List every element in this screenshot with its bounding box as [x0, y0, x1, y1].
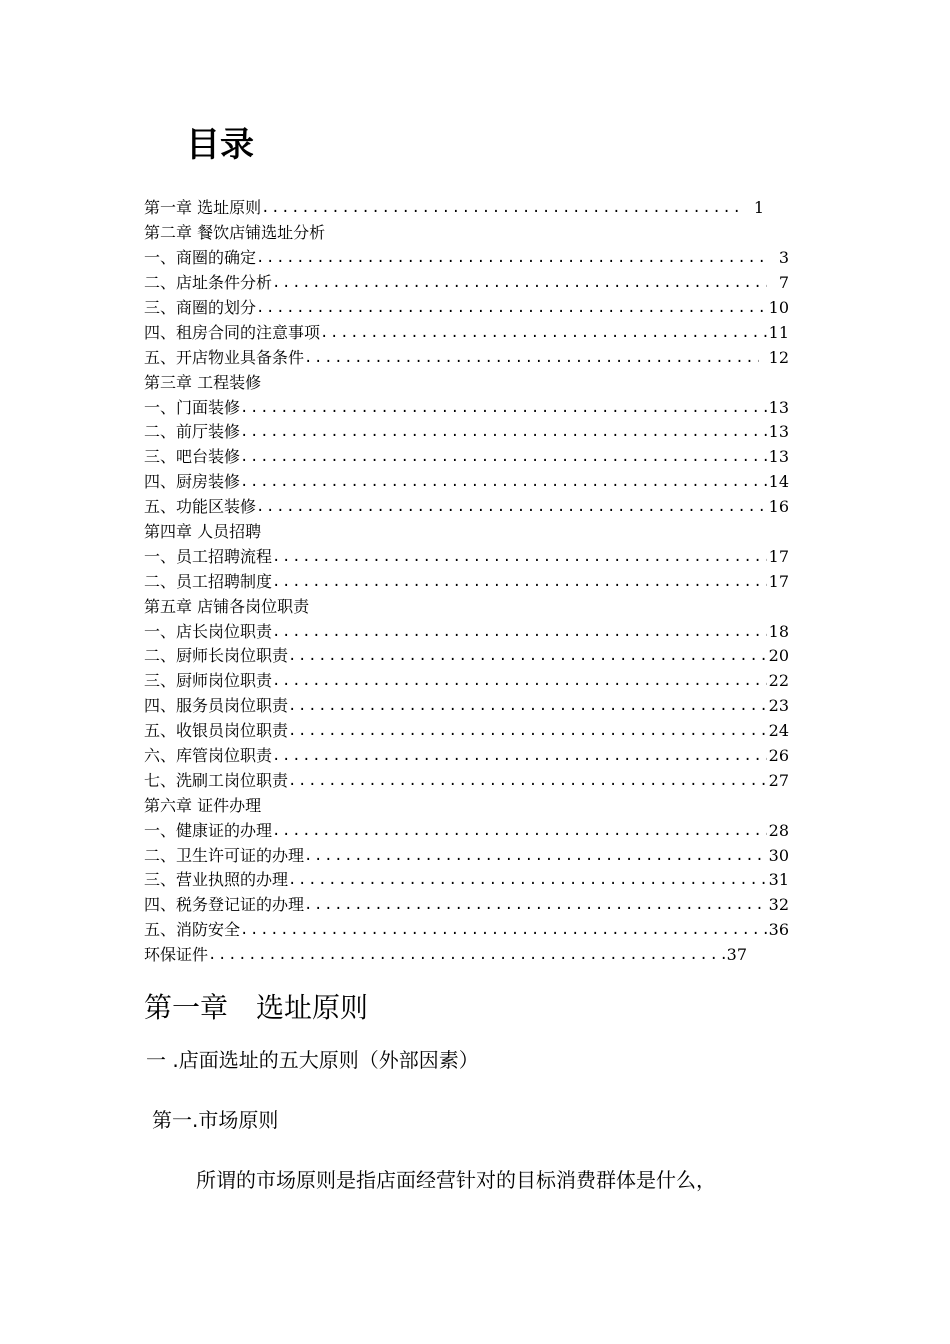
- toc-entry[interactable]: [144, 544, 789, 569]
- toc-entry-label: 二、员工招聘制度: [144, 571, 273, 591]
- toc-entry[interactable]: [144, 868, 789, 893]
- toc-entry[interactable]: [144, 943, 747, 968]
- toc-entry-label: 环保证件: [144, 945, 209, 965]
- toc-page-number: 31: [768, 870, 789, 890]
- toc-entry-label: 第六章 证件办理: [144, 795, 262, 815]
- toc-page-number: 11: [768, 322, 789, 342]
- toc-page-number: 18: [768, 621, 789, 641]
- toc-leader-dots: [208, 948, 725, 962]
- toc-entry-label: 二、前厅装修: [144, 422, 241, 442]
- toc-title: 目录: [186, 125, 254, 165]
- toc-entry[interactable]: [144, 719, 789, 744]
- toc-entry-label: 五、消防安全: [144, 920, 241, 940]
- chapter-number: 第一章: [144, 991, 229, 1024]
- toc-entry-label: 二、厨师长岗位职责: [144, 646, 289, 666]
- toc-page-number: 13: [768, 447, 789, 467]
- section-heading: 一 .店面选址的五大原则（外部因素）: [146, 1048, 479, 1072]
- toc-page-number: 1: [753, 198, 764, 218]
- toc-entry[interactable]: [144, 345, 789, 370]
- toc-leader-dots: [272, 625, 767, 639]
- toc-entry[interactable]: [144, 669, 789, 694]
- toc-entry-label: 三、商圈的划分: [144, 298, 257, 317]
- toc-entry[interactable]: [144, 395, 789, 420]
- toc-leader-dots: [272, 575, 767, 589]
- toc-entry[interactable]: [144, 918, 789, 943]
- toc-page-number: 14: [768, 472, 789, 492]
- toc-entry[interactable]: [144, 196, 764, 221]
- toc-leader-dots: [288, 699, 767, 713]
- toc-page-number: 12: [768, 347, 789, 367]
- toc-entry[interactable]: [144, 768, 789, 793]
- toc-entry[interactable]: [144, 271, 789, 296]
- toc-leader-dots: [256, 500, 767, 514]
- toc-entry[interactable]: [144, 619, 789, 644]
- toc-leader-dots: [272, 824, 767, 838]
- toc-entry-label: 二、卫生许可证的办理: [144, 845, 305, 865]
- toc-entry-label: 一、健康证的办理: [144, 820, 273, 840]
- toc-leader-dots: [272, 550, 767, 564]
- toc-entry[interactable]: [144, 445, 789, 470]
- toc-leader-dots: [288, 774, 767, 788]
- toc-leader-dots: [256, 251, 767, 265]
- toc-entry-label: 四、厨房装修: [144, 472, 241, 492]
- toc-entry-label: 第五章 店铺各岗位职责: [144, 596, 310, 616]
- toc-entry-label: 四、服务员岗位职责: [144, 696, 289, 716]
- toc-entry-label: 四、税务登记证的办理: [144, 895, 305, 915]
- toc-entry-label: 一、员工招聘流程: [144, 546, 273, 566]
- toc-page-number: 36: [768, 920, 789, 940]
- toc-leader-dots: [240, 923, 767, 937]
- toc-page-number: 23: [768, 696, 789, 716]
- toc-page-number: 26: [768, 746, 789, 766]
- toc-leader-dots: [272, 674, 767, 688]
- toc-page-number: 13: [768, 422, 789, 442]
- toc-page-number: 17: [768, 546, 789, 566]
- toc-entry-label: 四、租房合同的注意事项: [144, 322, 321, 342]
- toc-leader-dots: [320, 326, 767, 340]
- toc-leader-dots: [256, 301, 767, 315]
- toc-entry[interactable]: [144, 843, 789, 868]
- body-paragraph: 所谓的市场原则是指店面经营针对的目标消费群体是什么，: [196, 1168, 716, 1192]
- toc-entry[interactable]: [144, 793, 789, 818]
- toc-page-number: 32: [768, 895, 789, 915]
- toc-entry[interactable]: [144, 893, 789, 918]
- toc-entry[interactable]: [144, 569, 789, 594]
- toc-entry[interactable]: [144, 420, 789, 445]
- sub-heading: 第一.市场原则: [152, 1108, 279, 1132]
- toc-entry-label: 三、吧台装修: [144, 447, 241, 467]
- toc-entry[interactable]: [144, 320, 789, 345]
- toc-page-number: 22: [768, 671, 789, 691]
- toc-page-number: 16: [768, 497, 789, 517]
- toc-page-number: 20: [768, 646, 789, 666]
- toc-entry-label: 第二章 餐饮店铺选址分析: [144, 223, 326, 243]
- toc-page-number: 27: [768, 770, 789, 790]
- toc-entry[interactable]: [144, 818, 789, 843]
- toc-entry-label: 七、洗刷工岗位职责: [144, 770, 289, 790]
- toc-page-number: 28: [768, 820, 789, 840]
- toc-entry[interactable]: [144, 694, 789, 719]
- toc-page-number: 24: [768, 721, 789, 741]
- toc-entry[interactable]: [144, 594, 789, 619]
- toc-entry[interactable]: [144, 744, 789, 769]
- table-of-contents: [144, 196, 789, 968]
- toc-entry[interactable]: [144, 644, 789, 669]
- toc-leader-dots: [304, 898, 767, 912]
- toc-leader-dots: [304, 351, 759, 365]
- toc-entry-label: 一、店长岗位职责: [144, 621, 273, 641]
- toc-page-number: 37: [726, 945, 747, 965]
- toc-leader-dots: [240, 425, 767, 439]
- toc-page-number: 7: [778, 273, 789, 293]
- toc-page-number: 30: [768, 845, 789, 865]
- toc-entry-label: 一、商圈的确定: [144, 248, 257, 268]
- toc-entry-label: 三、营业执照的办理: [144, 870, 289, 890]
- toc-leader-dots: [304, 849, 767, 863]
- chapter-title: 选址原则: [256, 991, 369, 1024]
- toc-page-number: 13: [768, 397, 789, 417]
- toc-entry-label: 六、库管岗位职责: [144, 746, 273, 766]
- toc-leader-dots: [272, 749, 767, 763]
- toc-leader-dots: [240, 475, 767, 489]
- toc-entry-label: 第三章 工程装修: [144, 372, 262, 392]
- toc-entry[interactable]: [144, 246, 789, 271]
- toc-entry[interactable]: [144, 520, 789, 545]
- toc-entry-label: 二、店址条件分析: [144, 273, 273, 293]
- toc-entry[interactable]: [144, 221, 789, 246]
- toc-leader-dots: [288, 649, 767, 663]
- toc-leader-dots: [240, 401, 767, 415]
- toc-entry[interactable]: [144, 470, 789, 495]
- toc-leader-dots: [288, 873, 767, 887]
- toc-entry[interactable]: [144, 370, 789, 395]
- toc-page-number: 3: [778, 248, 789, 268]
- toc-entry-label: 五、开店物业具备条件: [144, 347, 305, 367]
- chapter-heading: [144, 986, 368, 1026]
- toc-entry-label: 一、门面装修: [144, 397, 241, 417]
- toc-page-number: 17: [768, 571, 789, 591]
- toc-page-number: 10: [768, 298, 789, 317]
- toc-leader-dots: [240, 450, 767, 464]
- toc-leader-dots: [272, 276, 767, 290]
- toc-entry-label: 第一章 选址原则: [144, 198, 262, 218]
- toc-entry-label: 第四章 人员招聘: [144, 522, 262, 542]
- toc-entry-label: 五、收银员岗位职责: [144, 721, 289, 741]
- toc-leader-dots: [261, 201, 742, 215]
- toc-entry[interactable]: [144, 495, 789, 520]
- toc-entry[interactable]: [144, 296, 789, 321]
- toc-entry-label: 五、功能区装修: [144, 497, 257, 517]
- toc-leader-dots: [288, 724, 767, 738]
- toc-entry-label: 三、厨师岗位职责: [144, 671, 273, 691]
